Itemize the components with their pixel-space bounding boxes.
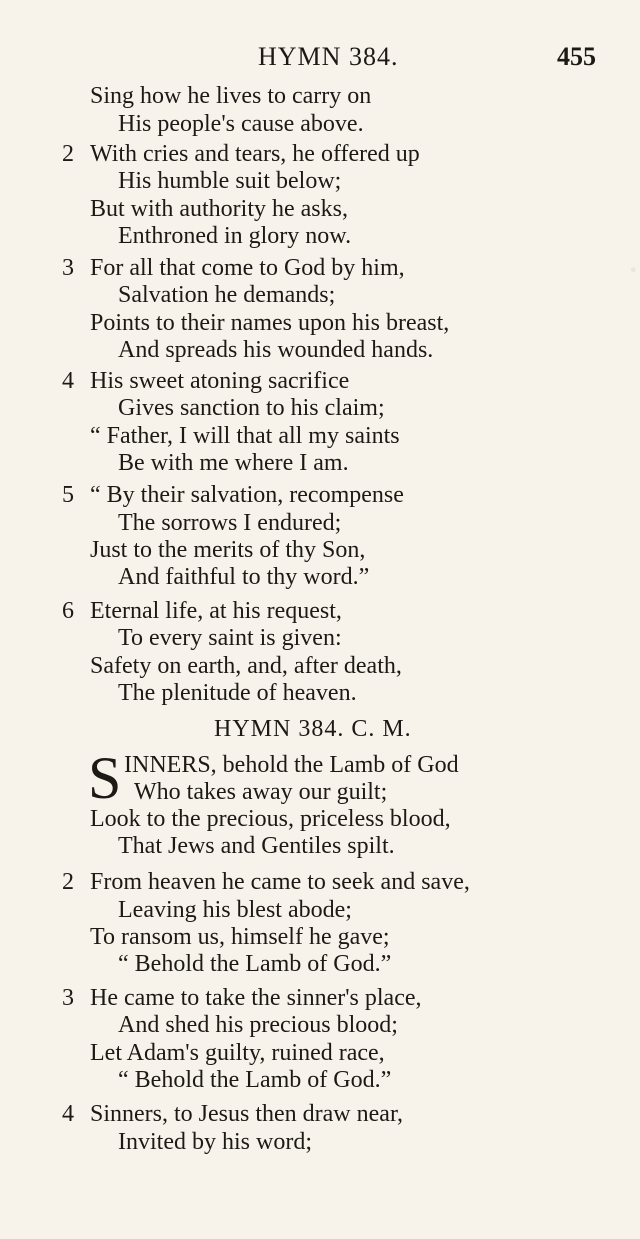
verse-line: The sorrows I endured;: [118, 510, 342, 536]
verse-line: His people's cause above.: [118, 111, 364, 137]
page-header: [0, 42, 640, 76]
verse-line: And spreads his wounded hands.: [118, 337, 434, 363]
verse-line: To ransom us, himself he gave;: [90, 924, 390, 950]
verse-line: And shed his precious blood;: [118, 1012, 398, 1038]
verse-number: 3: [62, 255, 74, 281]
verse-line: Gives sanction to his claim;: [118, 395, 385, 421]
verse-line: His sweet atoning sacrifice: [90, 368, 350, 394]
verse-line: INNERS, behold the Lamb of God: [124, 752, 459, 778]
verse-line: Just to the merits of thy Son,: [90, 537, 366, 563]
verse-line: Eternal life, at his request,: [90, 598, 342, 624]
verse-line: To every saint is given:: [118, 625, 342, 651]
verse-line: The plenitude of heaven.: [118, 680, 357, 706]
verse-line: He came to take the sinner's place,: [90, 985, 422, 1011]
show-through-marks: ·: [626, 247, 640, 292]
verse-line: Look to the precious, priceless blood,: [90, 806, 451, 832]
verse-number: 2: [62, 869, 74, 895]
verse-line: “ Behold the Lamb of God.”: [118, 951, 392, 977]
verse-line: Be with me where I am.: [118, 450, 349, 476]
verse-line: Leaving his blest abode;: [118, 897, 352, 923]
verse-number: 4: [62, 368, 74, 394]
verse-number: 5: [62, 482, 74, 508]
verse-line: His humble suit below;: [118, 168, 342, 194]
verse-line: With cries and tears, he offered up: [90, 141, 420, 167]
verse-line: But with authority he asks,: [90, 196, 348, 222]
verse-line: And faithful to thy word.”: [118, 564, 370, 590]
verse-line: Let Adam's guilty, ruined race,: [90, 1040, 385, 1066]
running-head: HYMN 384.: [258, 42, 399, 71]
verse-line: Sinners, to Jesus then draw near,: [90, 1101, 403, 1127]
verse-line: That Jews and Gentiles spilt.: [118, 833, 395, 859]
verse-line: For all that come to God by him,: [90, 255, 405, 281]
verse-line: Salvation he demands;: [118, 282, 336, 308]
verse-line: Points to their names upon his breast,: [90, 310, 450, 336]
verse-line: From heaven he came to seek and save,: [90, 869, 470, 895]
hymn-title: HYMN 384. C. M.: [214, 716, 412, 742]
verse-line: “ Behold the Lamb of God.”: [118, 1067, 392, 1093]
verse-line: Who takes away our guilt;: [134, 779, 388, 805]
verse-line: “ Father, I will that all my saints: [90, 423, 400, 449]
verse-number: 4: [62, 1101, 74, 1127]
verse-number: 6: [62, 598, 74, 624]
verse-line: Enthroned in glory now.: [118, 223, 352, 249]
verse-line: “ By their salvation, recompense: [90, 482, 404, 508]
page-number: 455: [557, 42, 596, 71]
verse-line: Invited by his word;: [118, 1129, 312, 1155]
verse-line: Sing how he lives to carry on: [90, 83, 372, 109]
verse-number: 3: [62, 985, 74, 1011]
verse-line: Safety on earth, and, after death,: [90, 653, 402, 679]
verse-number: 2: [62, 141, 74, 167]
drop-cap: S: [88, 745, 122, 811]
